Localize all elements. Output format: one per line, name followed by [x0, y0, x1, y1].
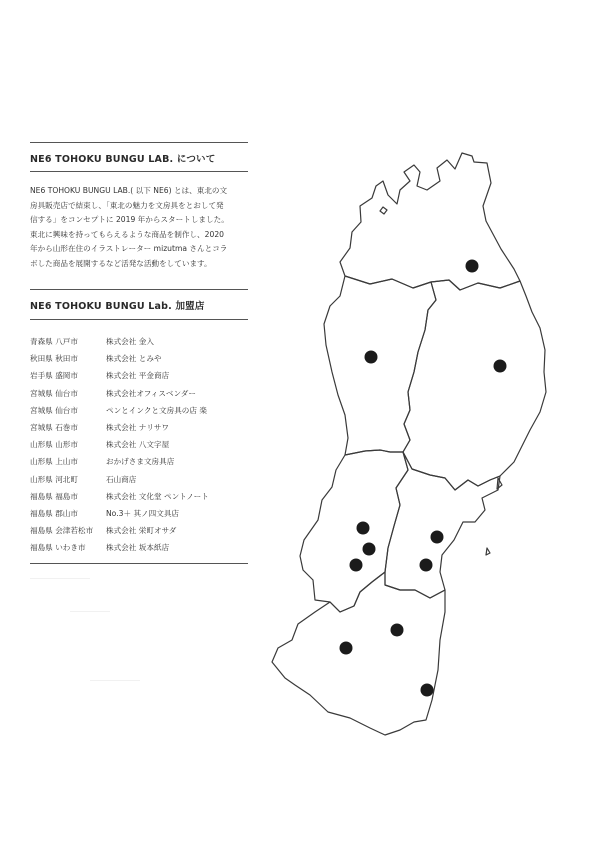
store-name: 株式会社 ナリサワ — [106, 422, 170, 432]
store-location: 宮城県 仙台市 — [30, 388, 78, 398]
akita-prefecture — [324, 276, 436, 455]
about-heading: NE6 TOHOKU BUNGU LAB. について — [30, 154, 216, 165]
about-line: 房具販売店で結束し、「東北の魅力を文房具をとおして発 — [30, 200, 224, 210]
aomori-prefecture — [340, 153, 520, 290]
marker-yamagata — [363, 543, 376, 556]
about-line: NE6 TOHOKU BUNGU LAB.( 以下 NE6) とは、東北の文 — [30, 186, 228, 195]
store-location: 宮城県 仙台市 — [30, 405, 78, 415]
coast-detail — [486, 548, 490, 555]
store-name: 株式会社 八文字屋 — [106, 440, 170, 450]
store-location: 山形県 上山市 — [30, 457, 78, 467]
store-location: 福島県 福島市 — [30, 491, 78, 501]
store-name: ペンとインクと文房具の店 楽 — [106, 405, 207, 415]
miyagi-prefecture — [385, 452, 500, 598]
store-location: 山形県 河北町 — [30, 474, 78, 484]
about-line: 年から山形在住のイラストレーター mizutma さんとコラ — [30, 244, 228, 254]
store-location: 青森県 八戸市 — [30, 337, 78, 346]
store-location: 福島県 いわき市 — [30, 543, 86, 553]
about-line: 信する」をコンセプトに 2019 年からスタートしました。 — [30, 215, 229, 225]
marker-hachinohe — [466, 260, 479, 273]
store-name: 株式会社 とみや — [106, 354, 162, 364]
store-name: No.3＋ 其ノ四文具店 — [106, 508, 180, 518]
store-name: 石山商店 — [106, 474, 137, 484]
marker-ishinomaki — [431, 531, 444, 544]
marker-sendai — [420, 559, 433, 572]
store-markers — [340, 260, 507, 697]
store-name: 株式会社 平金商店 — [106, 371, 170, 381]
store-name: 株式会社 文化堂 ペントノート — [106, 491, 209, 501]
marker-akita — [365, 351, 378, 364]
fukushima-prefecture — [272, 572, 445, 735]
store-location: 岩手県 盛岡市 — [30, 371, 78, 381]
store-location: 山形県 山形市 — [30, 440, 78, 450]
iwate-prefecture — [403, 280, 546, 490]
stores-heading: NE6 TOHOKU BUNGU Lab. 加盟店 — [30, 301, 205, 312]
store-name: 株式会社 栄町オサダ — [106, 526, 177, 536]
store-name: 株式会社 坂本紙店 — [106, 543, 170, 553]
store-name: 株式会社オフィスベンダー — [106, 388, 196, 398]
store-location: 福島県 郡山市 — [30, 508, 78, 518]
coast-detail — [380, 207, 387, 214]
marker-aizuwakamatsu — [340, 642, 353, 655]
about-line: 東北に興味を持ってもらえるような商品を制作し、2020 — [30, 229, 224, 239]
store-name: 株式会社 金入 — [106, 337, 154, 346]
store-name: おかげさま文房具店 — [106, 457, 175, 467]
about-line: ボした商品を展開するなど活発な活動をしています。 — [30, 258, 212, 268]
marker-kahoku — [357, 522, 370, 535]
marker-kaminoyama — [350, 559, 363, 572]
marker-iwaki — [421, 684, 434, 697]
marker-morioka — [494, 360, 507, 373]
store-location: 宮城県 石巻市 — [30, 422, 78, 432]
marker-fukushima — [391, 624, 404, 637]
store-location: 福島県 会津若松市 — [30, 526, 94, 536]
store-location: 秋田県 秋田市 — [30, 354, 78, 364]
map-outline-group — [272, 153, 546, 735]
